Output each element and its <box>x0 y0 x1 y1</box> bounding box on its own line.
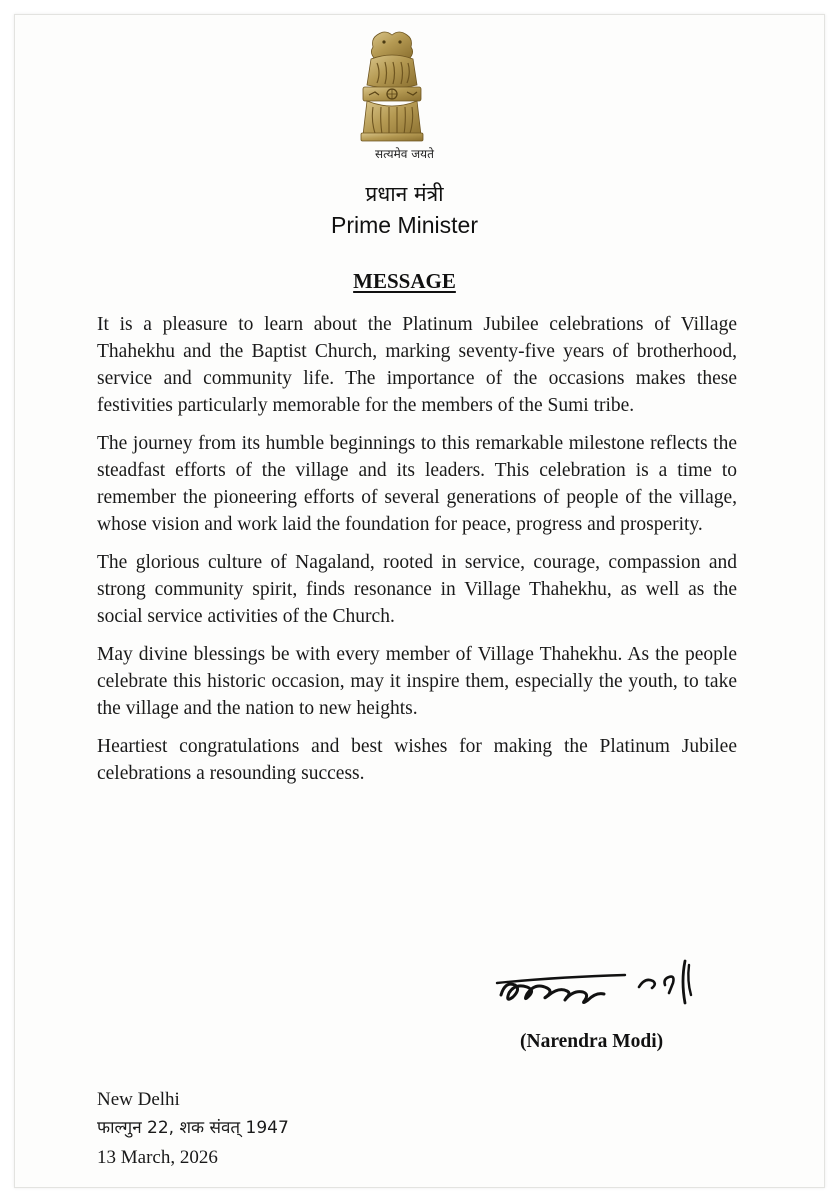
date-saka: फाल्गुन 22, शक संवत् 1947 <box>97 1118 289 1138</box>
message-paragraph: May divine blessings be with every member of Village Thahekhu. As the people celebrate this historic occasion, may it inspire them, especially the youth, to take the village and the nation to new heights. <box>97 644 737 719</box>
handwritten-signature-icon <box>489 943 719 1023</box>
office-title-hindi: प्रधान मंत्री <box>365 182 444 206</box>
signatory-name: (Narendra Modi) <box>520 1031 664 1052</box>
message-heading: MESSAGE <box>353 269 456 293</box>
place: New Delhi <box>97 1089 180 1110</box>
date-gregorian: 13 March, 2026 <box>97 1147 218 1168</box>
office-title-english: Prime Minister <box>331 212 478 238</box>
letter-footer <box>97 1085 289 1172</box>
emblem-motto: सत्यमेव जयते <box>375 147 434 161</box>
message-paragraph: The journey from its humble beginnings to this remarkable milestone reflects the steadfast efforts of the village and its leaders. This celebration is a time to remember the pioneering efforts of several generations of people of the village, whose vision and work laid the foundation for peace, progress and prosperity. <box>97 433 737 535</box>
letter-page <box>14 14 825 1188</box>
message-body <box>97 311 737 798</box>
message-paragraph: It is a pleasure to learn about the Platinum Jubilee celebrations of Village Thahekhu and the Baptist Church, marking seventy-five years of brotherhood, service and community life. The importance of the occasions makes these festivities particularly memorable for the members of the Sumi tribe. <box>97 314 737 416</box>
message-paragraph: Heartiest congratulations and best wishes for making the Platinum Jubilee celebrations a resounding success. <box>97 736 737 784</box>
state-emblem-icon <box>347 29 437 147</box>
message-paragraph: The glorious culture of Nagaland, rooted in service, courage, compassion and strong community spirit, finds resonance in Village Thahekhu, as well as the social service activities of the Church. <box>97 552 737 627</box>
